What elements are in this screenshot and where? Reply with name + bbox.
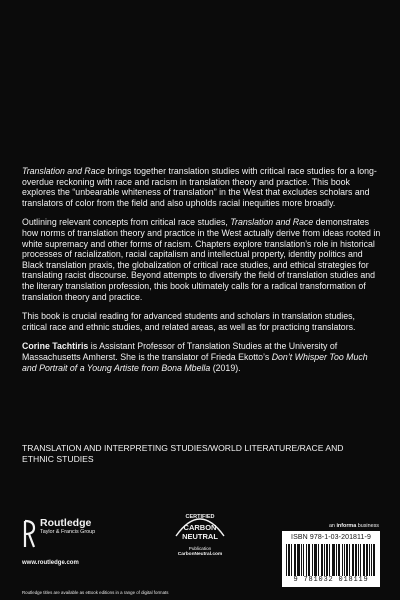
blurb-paragraph-1 bbox=[22, 166, 382, 208]
carbon-top-text: CERTIFIED bbox=[185, 514, 215, 520]
isbn-label: ISBN 978-1-03-201811-9 bbox=[291, 534, 371, 541]
barcode-digits: 9 781032 018119 bbox=[293, 576, 369, 584]
publisher-name: Routledge bbox=[40, 517, 92, 529]
publisher-logo bbox=[22, 517, 95, 551]
book-title-italic: Translation and Race bbox=[22, 166, 105, 176]
barcode-bars-icon bbox=[286, 544, 376, 576]
informa-suffix: business bbox=[356, 523, 379, 529]
informa-tagline bbox=[329, 523, 379, 529]
carbon-mid1-text: CARBON bbox=[183, 523, 217, 532]
blurb-paragraph-2 bbox=[22, 217, 382, 302]
subject-category: TRANSLATION AND INTERPRETING STUDIES/WORLD LITERATURE/RACE AND ETHNIC STUDIES bbox=[22, 443, 344, 465]
blurb-text: Outlining relevant concepts from critical race studies, bbox=[22, 217, 231, 228]
blurb bbox=[22, 166, 382, 382]
blurb-paragraph-3: This book is crucial reading for advanced students and scholars in translation studies, critical race and ethnic studies, and related areas, as well as for practicing translators. bbox=[22, 311, 356, 332]
informa-brand: informa bbox=[336, 523, 357, 529]
ebook-footnote: Routledge titles are available as eBook editions in a range of digital formats bbox=[22, 590, 169, 595]
carbon-neutral-badge-icon bbox=[170, 508, 230, 544]
routledge-r-icon bbox=[22, 517, 36, 551]
publisher-group: Taylor & Francis Group bbox=[40, 529, 96, 535]
blurb-text: demonstrates how norms of translation theory and practice in the West actually derive from ideas rooted in white supremacy and other forms of racism. Chapters explore translation’s role in historical processes of racialization, racial capitalism and intellectual property, identity politics and Black translation praxis, the globalization of critical race studies, and ethical strategies for translating racist discourse. Beyond attempts to diversify the field of translation studies and the literary translation profession, this book ultimately calls for a radical transformation of translation theory and practice. bbox=[22, 217, 381, 302]
author-bio bbox=[22, 341, 382, 373]
blurb-text: brings together translation studies with critical race studies for a long-overdue reckoning with race and racism in translation theory and practice. This book explores the “unbearable whiteness of translation” in the West that excludes scholars and translators of color from the field and also upholds racial inequities more broadly. bbox=[22, 166, 377, 208]
translated-works: Don’t Whisper Too Much and Portrait of a Young Artiste from Bona Mbella bbox=[22, 351, 368, 373]
bio-text: is Assistant Professor of Translation Studies at the University of Massachusetts Amherst. She is the translator of Frieda Ekotto’s bbox=[22, 341, 338, 362]
author-name: Corine Tachtiris bbox=[22, 341, 89, 352]
publisher-text bbox=[40, 517, 95, 536]
carbon-neutral-logo bbox=[158, 508, 242, 578]
bio-year: (2019). bbox=[210, 362, 241, 373]
carbon-url: CarbonNeutral.com bbox=[177, 552, 223, 557]
carbon-publication: Publication bbox=[188, 546, 212, 551]
informa-prefix: an bbox=[328, 523, 337, 529]
carbon-mid2-text: NEUTRAL bbox=[182, 532, 218, 541]
publisher-url: www.routledge.com bbox=[22, 560, 79, 566]
book-title-italic: Translation and Race bbox=[230, 217, 314, 228]
isbn-barcode bbox=[282, 531, 380, 587]
